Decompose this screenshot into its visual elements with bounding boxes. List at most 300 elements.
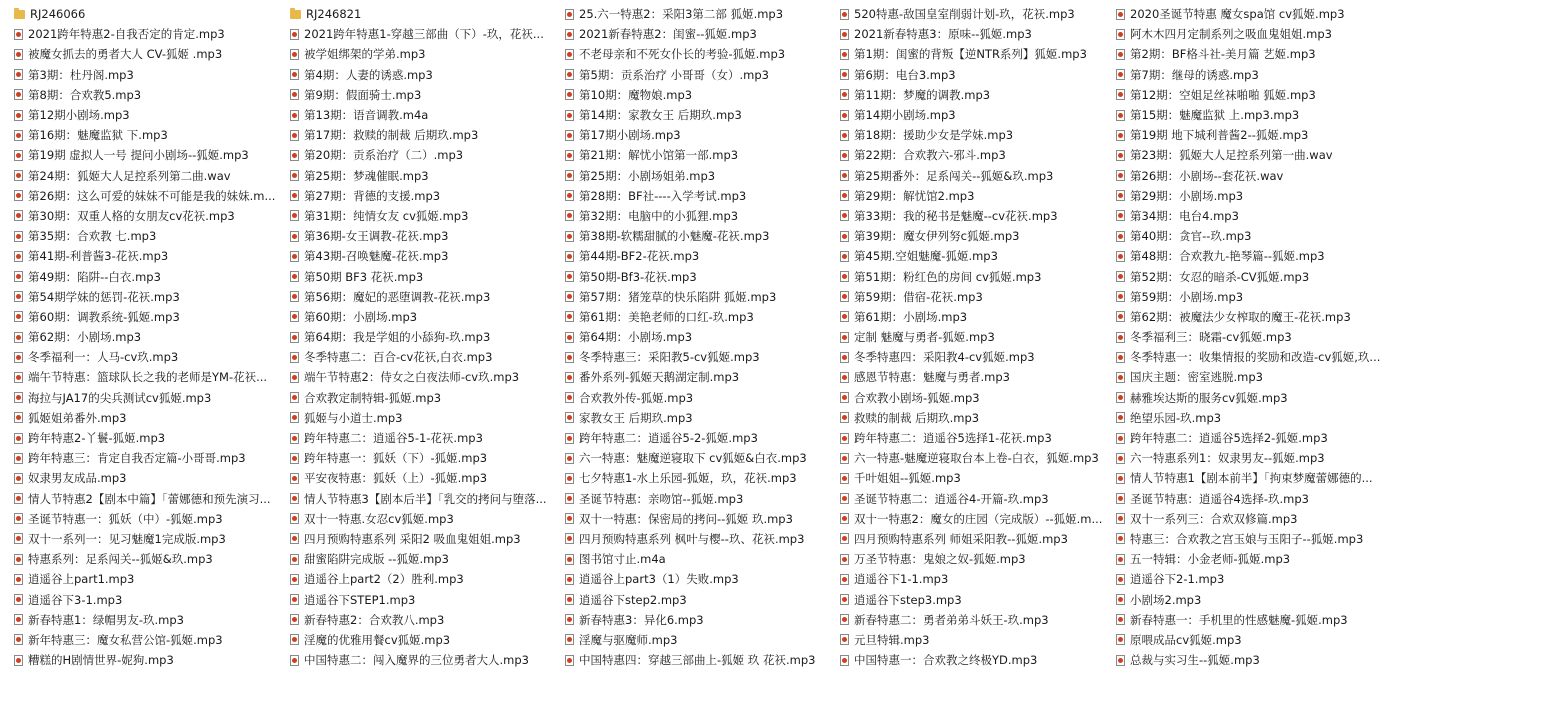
file-item[interactable]: [1116, 85, 1388, 105]
file-name: 第33期：我的秘书是魅魔--cv花祆.mp3: [854, 208, 1058, 223]
file-item[interactable]: [565, 186, 837, 206]
audio-file-icon: [1116, 210, 1125, 221]
file-item[interactable]: [14, 448, 286, 468]
file-name: 第29期：小剧场.mp3: [1130, 188, 1244, 203]
audio-file-icon: [290, 130, 299, 141]
audio-file-icon: [290, 493, 299, 504]
file-item[interactable]: [1116, 226, 1388, 246]
file-item[interactable]: [1116, 589, 1388, 609]
audio-file-icon: [840, 594, 849, 605]
audio-file-icon: [14, 89, 23, 100]
file-item[interactable]: [290, 549, 562, 569]
file-item[interactable]: [290, 489, 562, 509]
file-item[interactable]: [1116, 44, 1388, 64]
audio-file-icon: [290, 392, 299, 403]
file-item[interactable]: [14, 529, 286, 549]
file-item[interactable]: [840, 630, 1112, 650]
file-item[interactable]: [14, 186, 286, 206]
file-name: 情人节特惠1【剧本前半】「拘束梦魔蕾娜德的...: [1130, 471, 1373, 486]
file-item[interactable]: [565, 610, 837, 630]
file-item[interactable]: [840, 105, 1112, 125]
file-name: 救赎的制裁 后期玖.mp3: [854, 410, 980, 425]
file-item[interactable]: [14, 549, 286, 569]
file-item[interactable]: [290, 448, 562, 468]
audio-file-icon: [14, 271, 23, 282]
file-item[interactable]: [840, 448, 1112, 468]
file-item[interactable]: [1116, 489, 1388, 509]
file-item[interactable]: [1116, 327, 1388, 347]
file-item[interactable]: [14, 65, 286, 85]
file-item[interactable]: [290, 428, 562, 448]
file-item[interactable]: [565, 145, 837, 165]
audio-file-icon: [290, 291, 299, 302]
file-item[interactable]: [840, 489, 1112, 509]
file-item[interactable]: [1116, 367, 1388, 387]
audio-file-icon: [290, 614, 299, 625]
file-name: 千叶姐姐--狐姬.mp3: [854, 471, 961, 486]
file-item[interactable]: [1116, 65, 1388, 85]
file-item[interactable]: [14, 24, 286, 44]
audio-file-icon: [840, 150, 849, 161]
audio-file-icon: [14, 372, 23, 383]
file-item[interactable]: [565, 630, 837, 650]
audio-file-icon: [290, 311, 299, 322]
audio-file-icon: [565, 372, 574, 383]
file-name: 第10期：魔物娘.mp3: [579, 87, 693, 102]
file-item[interactable]: [565, 4, 837, 24]
file-item[interactable]: [840, 85, 1112, 105]
file-name: 第19期 虚拟人一号 提问小剧场--狐姬.mp3: [28, 148, 249, 163]
audio-file-icon: [1116, 9, 1125, 20]
file-name: 端午节特惠：篮球队长之我的老师是YM-花祆...: [28, 370, 268, 385]
file-item[interactable]: [1116, 287, 1388, 307]
file-name: 绝望乐园-玖.mp3: [1130, 410, 1222, 425]
file-item[interactable]: [565, 388, 837, 408]
file-item[interactable]: [840, 428, 1112, 448]
file-item[interactable]: [840, 145, 1112, 165]
audio-file-icon: [14, 210, 23, 221]
file-item[interactable]: [14, 287, 286, 307]
file-item[interactable]: [1116, 630, 1388, 650]
file-item[interactable]: [1116, 166, 1388, 186]
audio-file-icon: [840, 291, 849, 302]
file-item[interactable]: [290, 589, 562, 609]
file-item[interactable]: [1116, 388, 1388, 408]
file-item[interactable]: [14, 428, 286, 448]
file-name: 第2期：BF格斗社-美月篇 艺姬.mp3: [1130, 47, 1316, 62]
file-name: 第20期：贡系治疗（二）.mp3: [304, 148, 464, 163]
audio-file-icon: [565, 352, 574, 363]
file-item[interactable]: [14, 105, 286, 125]
file-item[interactable]: [565, 408, 837, 428]
file-item[interactable]: [290, 408, 562, 428]
file-name: 逍遥谷上part1.mp3: [28, 572, 135, 587]
file-name: 第64期：我是学姐的小舔狗-玖.mp3: [304, 330, 491, 345]
file-item[interactable]: [565, 307, 837, 327]
file-item[interactable]: [14, 630, 286, 650]
file-item[interactable]: [14, 206, 286, 226]
audio-file-icon: [565, 554, 574, 565]
file-item[interactable]: [1116, 408, 1388, 428]
audio-file-icon: [565, 110, 574, 121]
file-item[interactable]: [565, 367, 837, 387]
audio-file-icon: [565, 493, 574, 504]
file-item[interactable]: [840, 529, 1112, 549]
audio-file-icon: [290, 332, 299, 343]
file-name: 第22期：合欢教六-邪斗.mp3: [854, 148, 1006, 163]
audio-file-icon: [1116, 332, 1125, 343]
file-name: 第12期小剧场.mp3: [28, 108, 130, 123]
file-item[interactable]: [14, 246, 286, 266]
audio-file-icon: [14, 311, 23, 322]
file-name: 跨年特惠一：狐妖（下）-狐姬.mp3: [304, 451, 488, 466]
audio-file-icon: [290, 372, 299, 383]
file-item[interactable]: [290, 569, 562, 589]
file-item[interactable]: [840, 367, 1112, 387]
file-item[interactable]: [1116, 266, 1388, 286]
file-item[interactable]: [840, 166, 1112, 186]
file-name: 淫魔与驱魔师.mp3: [579, 632, 678, 647]
file-item[interactable]: [840, 610, 1112, 630]
file-name: 万圣节特惠：鬼娘之奴-狐姬.mp3: [854, 552, 1026, 567]
file-item[interactable]: [290, 287, 562, 307]
audio-file-icon: [14, 231, 23, 242]
file-name: 第57期：猪笼草的快乐陷阱 狐姬.mp3: [579, 289, 777, 304]
audio-file-icon: [1116, 513, 1125, 524]
file-name: 第9期：假面骑士.mp3: [304, 87, 422, 102]
audio-file-icon: [840, 655, 849, 666]
folder-item[interactable]: [14, 4, 286, 24]
file-name: 四月预购特惠系列 师姐采阳教--狐姬.mp3: [854, 531, 1068, 546]
audio-file-icon: [565, 392, 574, 403]
file-item[interactable]: [290, 145, 562, 165]
file-name: 跨年特惠二：逍遥谷5选择1-花祆.mp3: [854, 431, 1052, 446]
file-name: 第8期：合欢教5.mp3: [28, 87, 142, 102]
file-item[interactable]: [290, 610, 562, 630]
audio-file-icon: [565, 412, 574, 423]
file-item[interactable]: [565, 549, 837, 569]
file-item[interactable]: [840, 24, 1112, 44]
file-name: 合欢教小剧场-狐姬.mp3: [854, 390, 980, 405]
file-item[interactable]: [840, 4, 1112, 24]
file-name: 第48期：合欢教九-艳琴篇--狐姬.mp3: [1130, 249, 1325, 264]
file-item[interactable]: [1116, 549, 1388, 569]
file-item[interactable]: [14, 226, 286, 246]
audio-file-icon: [14, 533, 23, 544]
audio-file-icon: [1116, 352, 1125, 363]
file-name: 冬季特惠三：采阳教5-cv狐姬.mp3: [579, 350, 760, 365]
file-item[interactable]: [565, 226, 837, 246]
file-item[interactable]: [840, 408, 1112, 428]
file-name: 第25期：梦魂催眠.mp3: [304, 168, 429, 183]
file-item[interactable]: [14, 589, 286, 609]
audio-file-icon: [565, 29, 574, 40]
file-name: 第59期：小剧场.mp3: [1130, 289, 1244, 304]
file-item[interactable]: [290, 65, 562, 85]
file-name: 双十一系列一：见习魅魔1完成版.mp3: [28, 531, 226, 546]
file-item[interactable]: [565, 428, 837, 448]
file-name: 冬季福利一：人马-cv玖.mp3: [28, 350, 179, 365]
file-item[interactable]: [565, 448, 837, 468]
file-item[interactable]: [565, 589, 837, 609]
file-item[interactable]: [14, 166, 286, 186]
file-item[interactable]: [565, 468, 837, 488]
audio-file-icon: [14, 150, 23, 161]
file-name: 第44期-BF2-花祆.mp3: [579, 249, 700, 264]
folder-item[interactable]: [290, 4, 562, 24]
file-item[interactable]: [840, 468, 1112, 488]
file-item[interactable]: [14, 85, 286, 105]
file-item[interactable]: [840, 246, 1112, 266]
audio-file-icon: [1116, 170, 1125, 181]
file-item[interactable]: [14, 307, 286, 327]
file-name: 新年特惠三：魔女私营公馆-狐姬.mp3: [28, 632, 223, 647]
file-item[interactable]: [565, 85, 837, 105]
file-item[interactable]: [840, 347, 1112, 367]
file-item[interactable]: [840, 186, 1112, 206]
file-name: 阿木木四月定制系列之吸血鬼姐姐.mp3: [1130, 27, 1332, 42]
file-item[interactable]: [14, 509, 286, 529]
file-item[interactable]: [290, 206, 562, 226]
file-name: 狐姬与小道士.mp3: [304, 410, 403, 425]
audio-file-icon: [565, 49, 574, 60]
file-item[interactable]: [565, 489, 837, 509]
audio-file-icon: [565, 130, 574, 141]
file-item[interactable]: [1116, 24, 1388, 44]
file-item[interactable]: [290, 347, 562, 367]
file-item[interactable]: [14, 610, 286, 630]
file-name: 跨年特惠二：逍遥谷5-2-狐姬.mp3: [579, 431, 758, 446]
file-name: 第26期：小剧场--套花祆.wav: [1130, 168, 1284, 183]
audio-file-icon: [1116, 150, 1125, 161]
file-name: 被魔女抓去的勇者大人 CV-狐姬 .mp3: [28, 47, 223, 62]
file-item[interactable]: [1116, 4, 1388, 24]
file-item[interactable]: [14, 327, 286, 347]
file-item[interactable]: [290, 630, 562, 650]
file-name: 第28期：BF社----入学考试.mp3: [579, 188, 747, 203]
file-item[interactable]: [565, 529, 837, 549]
file-item[interactable]: [14, 145, 286, 165]
file-name: 第16期：魅魔监狱 下.mp3: [28, 128, 168, 143]
file-item[interactable]: [1116, 307, 1388, 327]
file-item[interactable]: [1116, 468, 1388, 488]
file-item[interactable]: [14, 367, 286, 387]
file-name: 狐姬姐弟番外.mp3: [28, 410, 127, 425]
file-item[interactable]: [565, 569, 837, 589]
file-item[interactable]: [1116, 125, 1388, 145]
audio-file-icon: [290, 190, 299, 201]
audio-file-icon: [14, 170, 23, 181]
file-name: 第7期：继母的诱惑.mp3: [1130, 67, 1259, 82]
file-item[interactable]: [840, 266, 1112, 286]
audio-file-icon: [1116, 291, 1125, 302]
file-name: 图书馆寸止.m4a: [579, 552, 666, 567]
audio-file-icon: [290, 655, 299, 666]
audio-file-icon: [14, 634, 23, 645]
audio-file-icon: [565, 231, 574, 242]
file-item[interactable]: [565, 105, 837, 125]
file-item[interactable]: [840, 569, 1112, 589]
file-item[interactable]: [565, 650, 837, 670]
file-item[interactable]: [565, 509, 837, 529]
audio-file-icon: [14, 190, 23, 201]
file-item[interactable]: [14, 489, 286, 509]
audio-file-icon: [14, 655, 23, 666]
audio-file-icon: [565, 473, 574, 484]
audio-file-icon: [1116, 110, 1125, 121]
file-item[interactable]: [1116, 509, 1388, 529]
file-item[interactable]: [290, 266, 562, 286]
file-item[interactable]: [565, 125, 837, 145]
file-name: 第61期：美艳老师的口红-玖.mp3: [579, 309, 754, 324]
audio-file-icon: [14, 352, 23, 363]
file-item[interactable]: [1116, 448, 1388, 468]
file-item[interactable]: [14, 650, 286, 670]
file-item[interactable]: [565, 347, 837, 367]
file-item[interactable]: [1116, 428, 1388, 448]
audio-file-icon: [1116, 89, 1125, 100]
audio-file-icon: [840, 130, 849, 141]
audio-file-icon: [840, 554, 849, 565]
file-name: 新春特惠2：合欢教八.mp3: [304, 612, 445, 627]
file-item[interactable]: [840, 125, 1112, 145]
file-name: 2021跨年特惠1-穿越三部曲（下）-玖，花祆...: [304, 27, 544, 42]
file-item[interactable]: [290, 24, 562, 44]
file-item[interactable]: [565, 166, 837, 186]
file-name: 520特惠-敌国皇室削弱计划-玖，花祆.mp3: [854, 7, 1075, 22]
file-item[interactable]: [1116, 610, 1388, 630]
file-name: 元旦特辑.mp3: [854, 632, 930, 647]
file-item[interactable]: [14, 125, 286, 145]
file-item[interactable]: [290, 367, 562, 387]
file-name: 第23期：狐姬大人足控系列第一曲.wav: [1130, 148, 1333, 163]
file-item[interactable]: [290, 650, 562, 670]
file-item[interactable]: [565, 44, 837, 64]
file-item[interactable]: [1116, 569, 1388, 589]
file-item[interactable]: [840, 307, 1112, 327]
file-name: 端午节特惠2：侍女之白夜法师-cv玖.mp3: [304, 370, 520, 385]
file-name: 逍遥谷下3-1.mp3: [28, 592, 123, 607]
file-item[interactable]: [565, 246, 837, 266]
file-item[interactable]: [14, 468, 286, 488]
file-item[interactable]: [565, 65, 837, 85]
file-item[interactable]: [1116, 529, 1388, 549]
file-item[interactable]: [840, 287, 1112, 307]
file-name: 第43期-召唤魅魔-花祆.mp3: [304, 249, 449, 264]
file-item[interactable]: [1116, 145, 1388, 165]
file-item[interactable]: [565, 266, 837, 286]
file-item[interactable]: [14, 44, 286, 64]
file-name: 第6期：电台3.mp3: [854, 67, 956, 82]
audio-file-icon: [14, 130, 23, 141]
file-name: 第29期：解忧馆2.mp3: [854, 188, 975, 203]
file-item[interactable]: [290, 186, 562, 206]
file-name: 跨年特惠二：逍遥谷5-1-花祆.mp3: [304, 431, 483, 446]
audio-file-icon: [290, 433, 299, 444]
file-item[interactable]: [290, 468, 562, 488]
file-item[interactable]: [840, 388, 1112, 408]
file-name: 奴隶男友成品.mp3: [28, 471, 127, 486]
file-name: 中国特惠四：穿越三部曲上-狐姬 玖 花祆.mp3: [579, 653, 816, 668]
file-name: 第62期：小剧场.mp3: [28, 330, 142, 345]
file-item[interactable]: [290, 246, 562, 266]
file-item[interactable]: [290, 166, 562, 186]
file-item[interactable]: [840, 65, 1112, 85]
file-name: 六一特惠：魅魔逆寝取下 cv狐姬&白衣.mp3: [579, 451, 807, 466]
file-name: 逍遥谷下2-1.mp3: [1130, 572, 1225, 587]
file-name: 被学姐绑架的学弟.mp3: [304, 47, 426, 62]
file-item[interactable]: [290, 509, 562, 529]
file-name: 感恩节特惠：魅魔与勇者.mp3: [854, 370, 1010, 385]
audio-file-icon: [840, 69, 849, 80]
file-item[interactable]: [14, 347, 286, 367]
file-name: 第24期：狐姬大人足控系列第二曲.wav: [28, 168, 231, 183]
file-item[interactable]: [290, 388, 562, 408]
audio-file-icon: [840, 190, 849, 201]
file-item[interactable]: [290, 44, 562, 64]
audio-file-icon: [840, 49, 849, 60]
file-item[interactable]: [1116, 186, 1388, 206]
audio-file-icon: [290, 574, 299, 585]
file-item[interactable]: [565, 24, 837, 44]
file-item[interactable]: [290, 529, 562, 549]
file-item[interactable]: [290, 307, 562, 327]
file-item[interactable]: [290, 226, 562, 246]
file-item[interactable]: [1116, 650, 1388, 670]
file-item[interactable]: [14, 388, 286, 408]
file-item[interactable]: [565, 206, 837, 226]
file-name: 圣诞节特惠：逍遥谷4选择-玖.mp3: [1130, 491, 1309, 506]
file-name: 特惠系列：足系闯关--狐姬&玖.mp3: [28, 552, 213, 567]
file-item[interactable]: [840, 549, 1112, 569]
file-name: 跨年特惠二：逍遥谷5选择2-狐姬.mp3: [1130, 431, 1328, 446]
file-item[interactable]: [290, 327, 562, 347]
file-item[interactable]: [290, 105, 562, 125]
file-item[interactable]: [14, 569, 286, 589]
file-item[interactable]: [1116, 105, 1388, 125]
file-item[interactable]: [840, 206, 1112, 226]
audio-file-icon: [840, 271, 849, 282]
audio-file-icon: [840, 513, 849, 524]
file-item[interactable]: [1116, 347, 1388, 367]
file-item[interactable]: [840, 509, 1112, 529]
file-name: 原喂成品cv狐姬.mp3: [1130, 632, 1242, 647]
file-item[interactable]: [1116, 206, 1388, 226]
file-item[interactable]: [565, 287, 837, 307]
file-name: RJ246066: [30, 7, 86, 22]
file-name: 第12期：空姐足丝袜啪啪 狐姬.mp3: [1130, 87, 1316, 102]
file-name: 冬季特惠四：采阳教4-cv狐姬.mp3: [854, 350, 1035, 365]
file-item[interactable]: [290, 85, 562, 105]
audio-file-icon: [565, 332, 574, 343]
file-name: 赫雅埃达斯的服务cv狐姬.mp3: [1130, 390, 1288, 405]
file-item[interactable]: [14, 266, 286, 286]
file-item[interactable]: [565, 327, 837, 347]
file-item[interactable]: [14, 408, 286, 428]
file-item[interactable]: [1116, 246, 1388, 266]
file-name: 第38期-软糯甜腻的小魅魔-花祆.mp3: [579, 229, 770, 244]
file-name: 糟糕的H剧情世界-妮狗.mp3: [28, 653, 174, 668]
file-item[interactable]: [840, 226, 1112, 246]
audio-file-icon: [1116, 574, 1125, 585]
file-item[interactable]: [840, 327, 1112, 347]
file-name: 四月预购特惠系列 采阳2 吸血鬼姐姐.mp3: [304, 531, 521, 546]
file-item[interactable]: [290, 125, 562, 145]
file-item[interactable]: [840, 589, 1112, 609]
file-item[interactable]: [840, 44, 1112, 64]
audio-file-icon: [840, 493, 849, 504]
file-item[interactable]: [840, 650, 1112, 670]
